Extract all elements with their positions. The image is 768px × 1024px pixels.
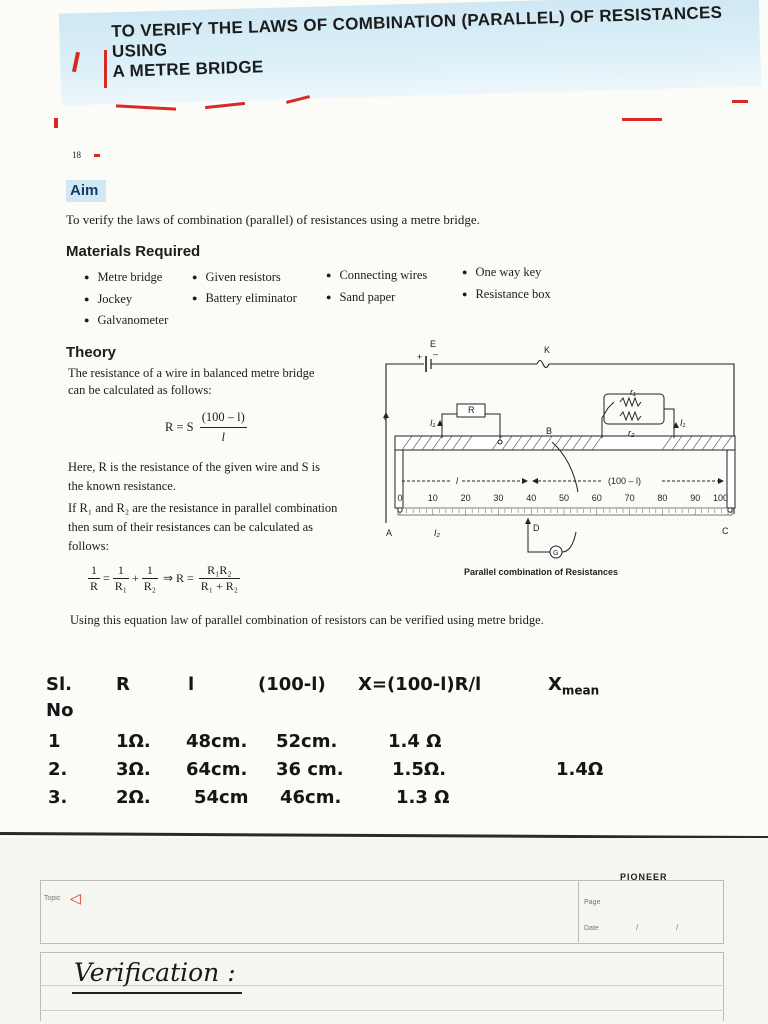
material-item: ● One way key — [462, 265, 541, 280]
label-i1-right: I₁ — [680, 418, 686, 428]
theory-line: then sum of their resistances can be calculated as — [68, 520, 314, 534]
theory-line: the known resistance. — [68, 479, 176, 493]
scale-label: 30 — [493, 493, 504, 503]
title-line-2: A METRE BRIDGE — [112, 57, 264, 81]
eq-den: R — [90, 579, 99, 593]
scale-label: 10 — [427, 493, 438, 503]
table-cell-x: 1.3 Ω — [396, 787, 450, 808]
arrow-head-icon — [718, 478, 724, 484]
table-cell-sl: 2. — [48, 759, 68, 780]
scale-label: 40 — [526, 493, 537, 503]
label-i1-left: I₁ — [430, 418, 436, 428]
label-r1: r₁ — [630, 387, 636, 397]
table-cell-x: 1.4 Ω — [388, 731, 442, 752]
red-stroke — [205, 102, 245, 109]
scale-label: 80 — [657, 493, 668, 503]
label-c: C — [722, 526, 729, 536]
arrow-head-icon — [522, 478, 528, 484]
page-mark: 18 — [72, 150, 81, 160]
eq-num: R₁R₂ — [199, 563, 240, 579]
table-header-r: R — [116, 674, 130, 695]
scale-label: 90 — [690, 493, 701, 503]
xmean-sub: mean — [561, 683, 600, 698]
theory-line: follows: — [68, 539, 109, 553]
label-i2: I₂ — [434, 528, 440, 538]
table-cell-sl: 3. — [48, 787, 68, 808]
label-plus: + — [417, 352, 423, 362]
material-item: ● Battery eliminator — [192, 291, 297, 306]
brand-logo: PIONEER — [620, 872, 668, 882]
table-cell-mean: 1.4Ω — [556, 759, 604, 780]
theory-paragraph-1 — [68, 365, 314, 399]
table-cell-rest: 36 cm. — [276, 759, 344, 780]
theory-line: The resistance of a wire in balanced metre bridge — [68, 366, 315, 380]
table-cell-x: 1.5Ω. — [392, 759, 447, 780]
eq-num: 1 — [142, 563, 158, 579]
conclusion-text: Using this equation law of parallel combination of resistors can be verified using metre bridge. — [70, 613, 544, 627]
theory-paragraph-3 — [68, 499, 337, 556]
eq-implies: ⇒ R = — [162, 571, 194, 585]
eq-den: R₁ — [114, 579, 127, 593]
label-minus: – — [433, 349, 439, 359]
galvanometer-lead — [562, 532, 576, 552]
key-icon — [537, 361, 549, 368]
table-header-x: X=(100-l)R/l — [358, 674, 482, 695]
bridge-right-end — [727, 450, 735, 508]
theory-paragraph-2 — [68, 458, 320, 496]
diagram-caption: Parallel combination of Resistances — [464, 567, 619, 577]
theory-line: If R₁ and R₂ are the resistance in parallel combination — [68, 501, 338, 515]
material-item: ● Jockey — [84, 292, 132, 307]
scale-label: 60 — [591, 493, 602, 503]
scale-label: 20 — [460, 493, 471, 503]
arrow-head-icon — [532, 478, 538, 484]
red-stroke — [732, 100, 748, 103]
circuit-wire — [664, 409, 674, 438]
red-stroke — [116, 104, 176, 110]
table-cell-sl: 1 — [48, 731, 61, 752]
red-stroke — [622, 118, 662, 121]
circuit-wire — [442, 414, 457, 438]
aim-text: To verify the laws of combination (parallel) of resistances using a metre bridge. — [66, 212, 480, 227]
title-line-1: TO VERIFY THE LAWS OF COMBINATION (PARALLEL) OF RESISTANCES USING — [111, 2, 723, 61]
label-current-i: I — [384, 412, 387, 422]
circuit-wire — [485, 414, 500, 438]
metre-bridge-diagram — [362, 338, 748, 584]
page-label: Page — [584, 899, 601, 906]
materials-heading: Materials Required — [66, 243, 201, 260]
table-header-sl: Sl. — [46, 674, 72, 695]
battery-icon — [426, 356, 431, 372]
table-header-no: No — [46, 700, 74, 721]
label-g: G — [553, 550, 559, 557]
label-e: E — [430, 339, 437, 349]
eq-den: R₂ — [143, 579, 156, 593]
theory-line: Here, R is the resistance of the given wire and S is — [68, 460, 321, 474]
label-r: R — [468, 405, 475, 415]
formula-denominator: l — [221, 430, 225, 444]
material-item: ● Metre bridge — [84, 270, 162, 285]
notebook-rule — [40, 1010, 722, 1011]
eq-den: R₁ + R₂ — [200, 579, 238, 593]
eq-num: 1 — [113, 563, 129, 579]
table-cell-l: 48cm. — [186, 731, 248, 752]
table-cell-r: 1Ω. — [116, 731, 151, 752]
material-item: ● Connecting wires — [326, 268, 427, 283]
formula-r — [165, 408, 247, 447]
parallel-loop — [604, 394, 664, 424]
arrow-head-icon — [525, 518, 531, 524]
bridge-base — [395, 436, 735, 450]
label-r2: r₂ — [628, 428, 635, 438]
resistor-r1-icon — [620, 398, 641, 406]
theory-line: can be calculated as follows: — [68, 383, 212, 397]
label-a: A — [386, 528, 393, 538]
material-item: ● Galvanometer — [84, 313, 168, 328]
pencil-icon: ◁ — [70, 892, 81, 907]
scale-label: 0 — [397, 493, 403, 503]
table-header-xmean — [548, 674, 599, 698]
table-cell-r: 2Ω. — [116, 787, 151, 808]
table-cell-rest: 46cm. — [280, 787, 342, 808]
scale-label: 70 — [624, 493, 635, 503]
date-slash: / — [636, 923, 639, 932]
topic-box — [40, 880, 724, 944]
table-header-rest: (100-l) — [258, 674, 326, 695]
date-label: Date — [584, 925, 599, 932]
label-b: B — [546, 426, 553, 436]
parallel-equation: $\frac{1}{R}$ = $\frac{1}{\text{R₁}}$ + $\frac{1}{\text{R₂}}$ ⇒ R = $\frac{\text{R₁R₂}}{\text{R₁ + R₂}}$ — [90, 563, 238, 593]
scale-label: 100 — [712, 493, 728, 503]
date-slash: / — [676, 923, 679, 932]
table-cell-l: 54cm — [194, 787, 249, 808]
verification-underline — [72, 992, 242, 994]
theory-heading: Theory — [66, 344, 117, 361]
topic-label: Topic — [44, 895, 61, 902]
title-marker — [104, 50, 107, 88]
topic-box-divider — [578, 880, 579, 942]
eq-num: 1 — [88, 563, 100, 579]
label-k: K — [544, 345, 551, 355]
table-cell-rest: 52cm. — [276, 731, 338, 752]
label-d: D — [533, 523, 540, 533]
resistor-r2-icon — [620, 412, 641, 420]
scale-labels — [397, 493, 728, 503]
material-item: ● Sand paper — [326, 290, 395, 305]
red-mark — [54, 118, 58, 128]
terminal-a — [398, 508, 402, 512]
terminal-c — [728, 508, 732, 512]
table-header-l: l — [188, 674, 195, 695]
verification-heading: Verification : — [74, 958, 236, 987]
red-mark — [94, 154, 100, 157]
formula-numerator: (100 – l) — [200, 408, 247, 428]
xmean-x: X — [548, 674, 562, 695]
material-item: ● Resistance box — [462, 287, 551, 302]
table-cell-l: 64cm. — [186, 759, 248, 780]
aim-heading: Aim — [70, 182, 99, 199]
label-length-l: l — [456, 476, 458, 486]
scale-label: 50 — [558, 493, 570, 503]
material-item: ● Given resistors — [192, 270, 281, 285]
table-cell-r: 3Ω. — [116, 759, 151, 780]
formula-lhs: R = S — [165, 420, 194, 434]
label-length-rest: (100 – l) — [608, 476, 642, 486]
